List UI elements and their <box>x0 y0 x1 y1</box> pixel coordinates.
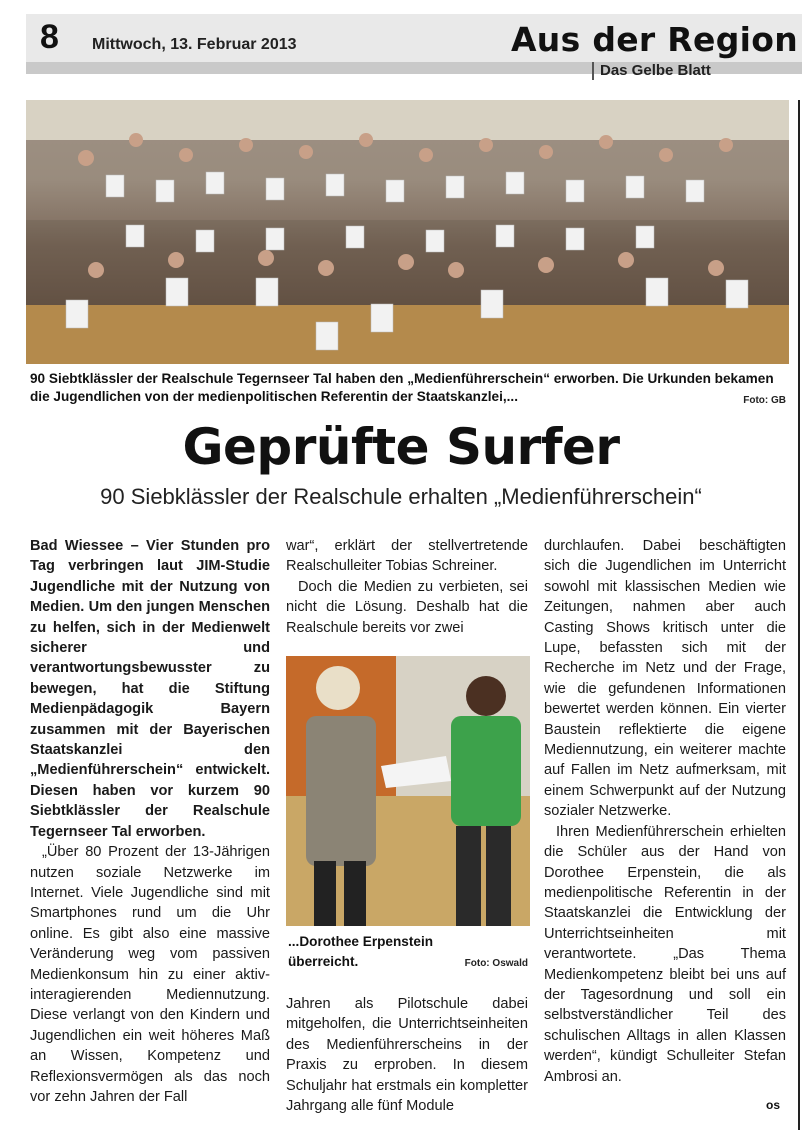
article-paragraph: „Über 80 Prozent der 13-Jährigen nutzen soziale Netzwerke im Internet. Viele Jugendliche sind mit Smartphones rund um die Uhr online. Es gibt also eine massive Veränderung weg vom passiven Medienkonsum hin zu einer aktiv-interagierenden Mediennutzung. Diese verlangt von den Kindern und Jugendlichen ein weit höheres Maß an Wissen, Kompetenz und Reflexionsvermögen als das noch vor zehn Jahren der Fall <box>30 844 270 1105</box>
subheadline: 90 Siebklässler der Realschule erhalten „Medienführerschein“ <box>100 484 702 509</box>
article-paragraph: Jahren als Pilotschule dabei mitgeholfen, die Unterrichtseinheiten des Medienführerscheins in der Praxis zu erproben. In diesem Schuljahr hat erstmals ein kompletter Jahrgang alle fünf Module <box>286 996 528 1115</box>
issue-date: Mittwoch, 13. Februar 2013 <box>92 36 297 53</box>
headline: Geprüfte Surfer <box>182 418 620 476</box>
handover-photo <box>286 656 530 926</box>
photo-caption: 90 Siebtklässler der Realschule Tegernseer Tal haben den „Medienführerschein“ erworben. Die Urkunden bekamen die Jugendlichen von der medienpolitischen Referentin der Staatskanzlei,... <box>30 371 774 404</box>
article-paragraph: Doch die Medien zu verbieten, sei nicht die Lösung. Deshalb hat die Realschule bereits vor zwei <box>286 578 528 636</box>
article-column-3 <box>544 536 786 1087</box>
inset-caption: ...Dorothee Erpenstein überreicht. <box>288 934 434 969</box>
photo-credit: Foto: GB <box>743 395 786 406</box>
group-photo-illustration <box>26 100 789 364</box>
inset-credit: Foto: Oswald <box>464 958 528 969</box>
page-number: 8 <box>40 18 59 56</box>
section-title: Aus der Region <box>510 20 798 59</box>
article-column-1 <box>30 536 270 1107</box>
group-photo <box>26 100 789 364</box>
paper-name: Das Gelbe Blatt <box>592 62 711 80</box>
article-paragraph: Ihren Medienführerschein erhielten die Schüler aus der Hand von Dorothee Erpenstein, die als medienpolitische Referentin in der Staatskanzlei die Entwicklung der Unterrichtseinheiten mit verantwortete. „Das Thema Medienkompetenz bleibt bei uns auf der Tagesordnung und soll ein selbstverständlicher Teil des schulischen Alltags in allen Klassen werden“, kündigt Schulleiter Stefan Ambrosi an. <box>544 823 786 1085</box>
author-tag: os <box>766 1098 781 1112</box>
handover-photo-illustration <box>286 656 530 926</box>
page-edge-rule <box>798 100 800 1130</box>
article-paragraph: war“, erklärt der stellvertretende Realschulleiter Tobias Schreiner. <box>286 538 528 575</box>
article-paragraph: durchlaufen. Dabei beschäftigten sich die Jugendlichen im Unterricht sowohl mit klassischen Medien wie Zeitungen, nahmen aber auch Casting Shows kritisch unter die Lupe, befassten sich mit der Recherche im Netz und der Frage, wie die gefundenen Informationen bewertet werden können. Ein vierter Baustein reflektierte die eigene Mediennutzung, ein weiterer machte auf Fallen im Netz aufmerksam, mit einem Schwerpunkt auf der Nutzung sozialer Netzwerke. <box>544 538 786 820</box>
article-column-2-bottom <box>286 994 528 1116</box>
article-column-2 <box>286 536 528 638</box>
article-lead: Bad Wiessee – Vier Stunden pro Tag verbringen laut JIM-Studie Jugendliche mit der Nutzung von Medien. Um den jungen Menschen zu helfen, sich in der Medienwelt sicherer und verantwortungsbewusster zu bewegen, hat die Stiftung Medienpädagogik Bayern zusammen mit der Bayerischen Staatskanzlei den „Medienführerschein“ entwickelt. Diesen haben vor kurzem 90 Siebtklässler der Realschule Tegernseer Tal erworben. <box>30 538 270 840</box>
